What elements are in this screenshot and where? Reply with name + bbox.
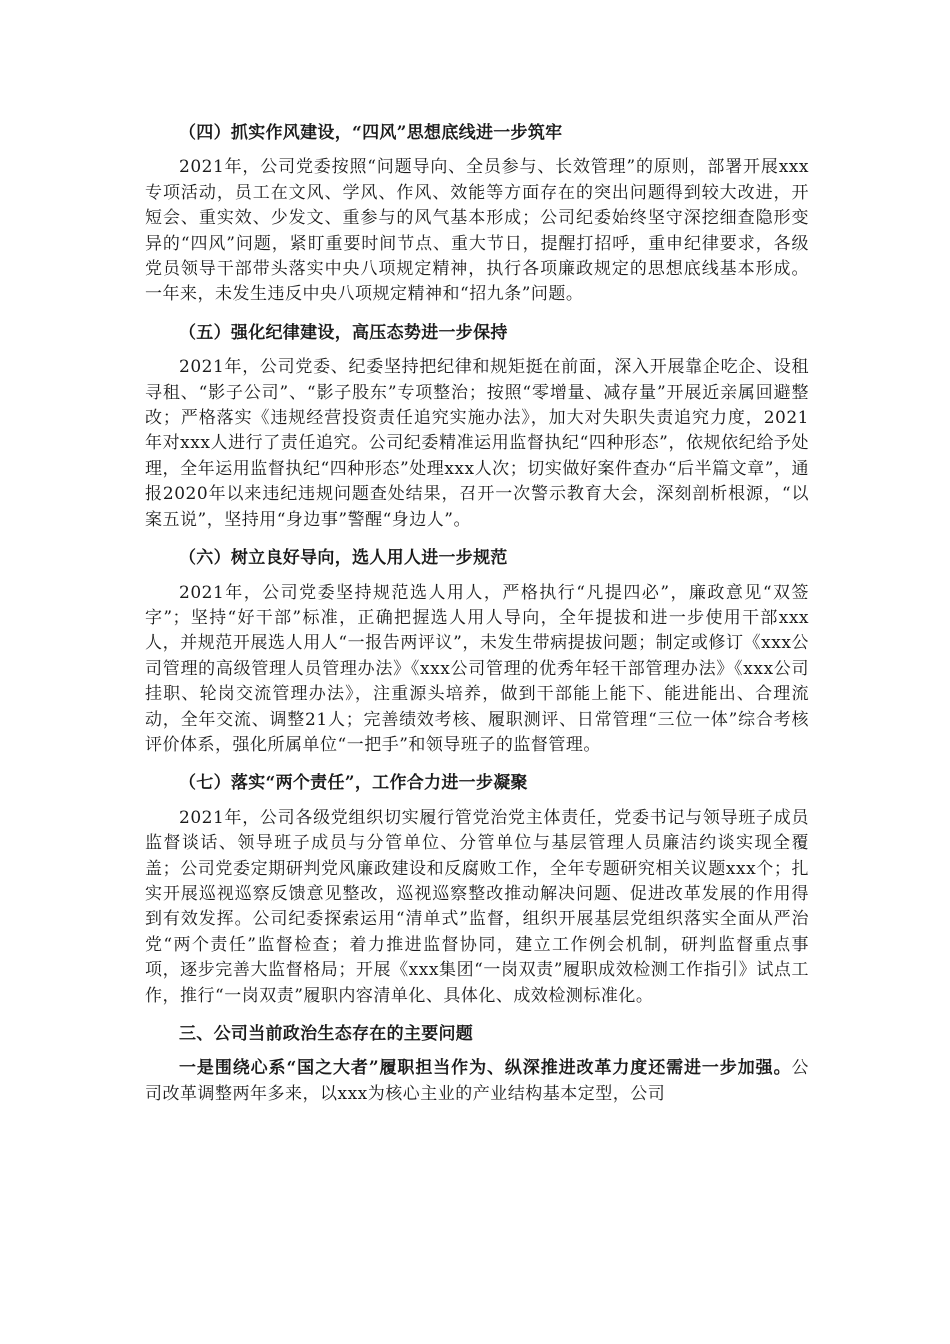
section-paragraph: 2021年，公司党委坚持规范选人用人，严格执行“凡提四必”，廉政意见“双签字”；坚持“好干部”标准，正确把握选人用人导向，全年提拔和进一步使用干部xxx人，并规范开展选人用人“一报告两评议”，未发生带病提拔问题；制定或修订《xxx公司管理的高级管理人员管理办法》《xxx公司管理的优秀年轻干部管理办法》《xxx公司挂职、轮岗交流管理办法》，注重源头培养，做到干部能上能下、能进能出、合理流动，全年交流、调整21人；完善绩效考核、履职测评、日常管理“三位一体”综合考核评价体系，强化所属单位“一把手”和领导班子的监督管理。	[145, 582, 809, 755]
section-paragraph: 2021年，公司党委、纪委坚持把纪律和规矩挺在前面，深入开展靠企吃企、设租寻租、“影子公司”、“影子股东”专项整治；按照“零增量、减存量”开展近亲属回避整改；严格落实《违规经营投资责任追究实施办法》，加大对失职失责追究力度，2021年对xxx人进行了责任追究。公司纪委精准运用监督执纪“四种形态”，依规依纪给予处理，全年运用监督执纪“四种形态”处理xxx人次；切实做好案件查办“后半篇文章”，通报2020年以来违纪违规问题查处结果，召开一次警示教育大会，深刻剖析根源，“以案五说”，坚持用“身边事”警醒“身边人”。	[145, 357, 809, 530]
section-heading: （五）强化纪律建设，高压态势进一步保持	[179, 322, 508, 343]
section-paragraph: 2021年，公司各级党组织切实履行管党治党主体责任，党委书记与领导班子成员监督谈话、领导班子成员与分管单位、分管单位与基层管理人员廉洁约谈实现全覆盖；公司党委定期研判党风廉政建设和反腐败工作，全年专题研究相关议题xxx个；扎实开展巡视巡察反馈意见整改，巡视巡察整改推动解决问题、促进改革发展的作用得到有效发挥。公司纪委探索运用“清单式”监督，组织开展基层党组织落实全面从严治党“两个责任”监督检查；着力推进监督协同，建立工作例会机制，研判监督重点事项，逐步完善大监督格局；开展《xxx集团“一岗双责”履职成效检测工作指引》试点工作，推行“一岗双责”履职内容清单化、具体化、成效检测标准化。	[145, 807, 809, 1006]
part-three	[145, 1022, 809, 1107]
section-five	[145, 321, 809, 533]
issue-paragraph	[145, 1056, 809, 1107]
issue-lead: 一是围绕心系“国之大者”履职担当作为、纵深推进改革力度还需进一步加强。	[179, 1058, 792, 1079]
issue-text: 公司改革调整两年多来，以xxx为核心主业的产业结构基本定型，公司	[145, 1058, 809, 1104]
section-paragraph: 2021年，公司党委按照“问题导向、全员参与、长效管理”的原则，部署开展xxx专项活动，员工在文风、学风、作风、效能等方面存在的突出问题得到较大改进，开短会、重实效、少发文、重参与的风气基本形成；公司纪委始终坚守深挖细查隐形变异的“四风”问题，紧盯重要时间节点、重大节日，提醒打招呼，重申纪律要求，各级党员领导干部带头落实中央八项规定精神，执行各项廉政规定的思想底线基本形成。一年来，未发生违反中央八项规定精神和“招九条”问题。	[145, 157, 809, 305]
document-body	[145, 121, 809, 1107]
part-heading: 三、公司当前政治生态存在的主要问题	[179, 1024, 474, 1044]
section-seven	[145, 771, 809, 1009]
section-heading: （七）落实“两个责任”，工作合力进一步凝聚	[179, 773, 528, 794]
section-four	[145, 121, 809, 308]
section-heading: （六）树立良好导向，选人用人进一步规范	[179, 548, 508, 569]
section-six	[145, 546, 809, 758]
section-heading: （四）抓实作风建设，“四风”思想底线进一步筑牢	[179, 123, 563, 143]
